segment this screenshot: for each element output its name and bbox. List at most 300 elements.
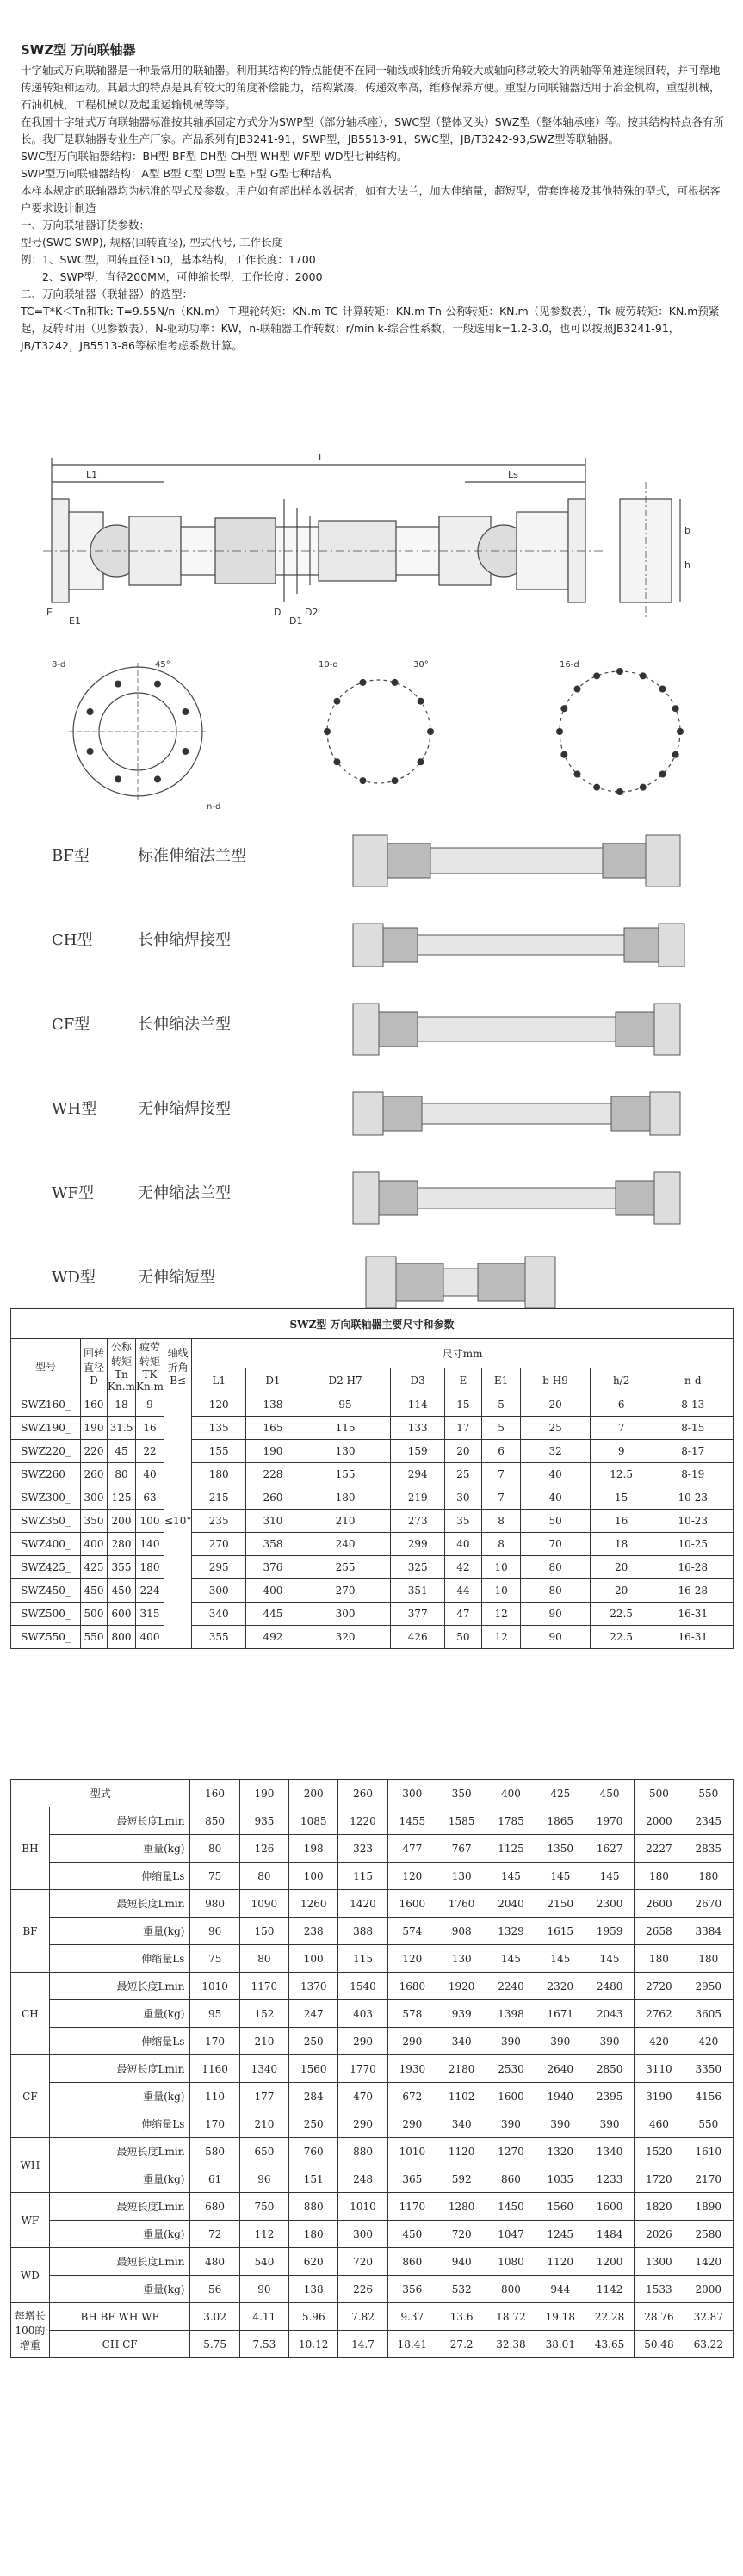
table-cell: 1340 [585,2138,634,2165]
table-row [11,2165,734,2193]
table-cell: 500 [81,1603,108,1626]
table-row [11,2276,734,2303]
table-cell: 1540 [338,1973,387,2000]
table-cell: 10.12 [289,2331,338,2358]
table-cell: 2150 [536,1890,585,1918]
bolt-hole [182,708,189,715]
table-cell: 8-15 [653,1417,733,1440]
table-cell: 95 [190,2000,239,2028]
coupling-illustration [349,1079,689,1148]
table-cell: 1320 [536,2138,585,2165]
table-cell: 80 [108,1463,136,1486]
table-cell: 2835 [684,1835,733,1863]
table-cell: 96 [239,2165,288,2193]
table-cell: 2000 [684,2276,733,2303]
table-cell: 2480 [585,1973,634,2000]
table-cell: 1959 [585,1918,634,1945]
table-cell: 365 [387,2165,437,2193]
row-label: 最短长度Lmin [49,2193,190,2221]
dim-label-h: h [684,559,690,571]
table-cell: 80 [521,1556,590,1579]
bolt-hole [333,758,340,765]
table-cell: 130 [437,1945,486,1973]
table-cell: 450 [81,1579,108,1603]
table-cell: SWZ500_ [11,1603,81,1626]
group-label: CH [11,1973,50,2055]
table-cell: 50.48 [635,2331,684,2358]
table-cell: 390 [536,2110,585,2138]
dim-label-E: E [46,607,53,618]
intro-paragraph: 二、万向联轴器（联轴器）的选型： [21,287,194,300]
col-header-type: 型式 [11,1780,190,1807]
table-cell: 1010 [338,2193,387,2221]
col-header-sub: n-d [653,1368,733,1393]
table-row [11,1417,734,1440]
table-cell: 32 [521,1440,590,1463]
table-cell: 7.82 [338,2303,387,2331]
type-code: WD型 [52,1269,96,1287]
type-code: CF型 [52,1016,90,1034]
table-cell: 18 [590,1533,653,1556]
intro-paragraph: 在我国十字轴式万向联轴器标准按其轴承固定方式分为SWP型（部分轴承座），SWC型（整体叉头）SWZ型（整体轴承座）等。按其结构特点各有所长。我厂是联轴器专业生产厂家。产品系列有JB3241-91，SWP型，JB5513-91，SWC型，JB/T3242-93,SWZ型等联轴器。 [21,115,724,145]
table-cell: 61 [190,2165,239,2193]
table-cell: 7 [481,1486,521,1510]
table-cell: 388 [338,1918,387,1945]
table-cell: 400 [136,1626,164,1649]
bolt-hole [392,777,399,784]
table-cell: 390 [585,2110,634,2138]
table-cell: 592 [437,2165,486,2193]
table-cell: 340 [192,1603,246,1626]
intro-paragraph: SWP型万向联轴器结构：A型 B型 C型 D型 E型 F型 G型七种结构 [21,167,332,180]
table-cell: 112 [239,2221,288,2248]
bolt-hole [640,672,647,679]
row-label: 重量(kg) [49,2221,190,2248]
col-header-size: 尺寸mm [192,1339,734,1368]
col-header-D: 回转直径D [81,1339,108,1393]
table-cell: 880 [338,2138,387,2165]
table-cell: 351 [391,1579,445,1603]
table-cell: 18.72 [486,2303,536,2331]
table-cell: 1890 [684,2193,733,2221]
table-cell: 16 [590,1510,653,1533]
table-cell: 165 [246,1417,300,1440]
angle-label-30: 30° [413,660,429,670]
table-cell: 22.28 [585,2303,634,2331]
angle-label-45: 45° [155,660,170,670]
intro-paragraph: TC=T*K＜Tn和Tk: T=9.55N/n（KN.m） T-理轮转矩：KN.m TC-计算转矩：KN.m Tn-公称转矩：KN.m（见参数表），Tk-疲劳转矩：KN.m预紧起，反转时用（见参数表），N-驱动功率：KW，n-联轴器工作转数：r/min k-综合性系数，一般选用k=1.2-3.0，也可以按照JB3241-91，JB/T3242，JB5513-86等标准考虑系数计算。 [21,305,720,352]
type-row [0,1164,743,1248]
table-cell: 90 [521,1626,590,1649]
col-header-size: 425 [536,1780,585,1807]
table-cell: 760 [289,2138,338,2165]
intro-paragraph: 十字轴式万向联轴器是一种最常用的联轴器。利用其结构的特点能使不在同一轴线或轴线折角较大或轴向移动较大的两轴等角速连续回转，并可靠地传递转矩和运动。其最大的特点是具有较大的角度补偿能力，结构紧凑，传递效率高，维修保养方便。重型万向联轴器适用于冶金机构，重型机械，石油机械，工程机械以及起重运输机械等等。 [21,64,721,111]
table-cell: 450 [108,1579,136,1603]
dim-label-E1: E1 [69,615,81,627]
table-cell: 180 [192,1463,246,1486]
table-cell: 152 [239,2000,288,2028]
table-row [11,2110,734,2138]
table-cell: 450 [387,2221,437,2248]
table-cell: 90 [239,2276,288,2303]
table-cell: 3605 [684,2000,733,2028]
table-cell: 1820 [635,2193,684,2221]
table-cell: 100 [289,1945,338,1973]
table-cell: 290 [338,2110,387,2138]
table-cell: 2300 [585,1890,634,1918]
table-cell: 2395 [585,2083,634,2110]
table-cell: 1671 [536,2000,585,2028]
table-cell: 390 [486,2028,536,2055]
table-cell: 1920 [437,1973,486,2000]
intro-paragraph: 例：1、SWC型，回转直径150，基本结构，工作长度：1700 [21,253,316,266]
bolt-hole [418,758,424,765]
table-cell: 1533 [635,2276,684,2303]
table-cell: 45 [108,1440,136,1463]
table-cell: 1970 [585,1807,634,1835]
type-description: 无伸缩焊接型 [138,1100,231,1118]
table-cell: 145 [536,1863,585,1890]
table-cell: 850 [190,1807,239,1835]
table-row [11,1626,734,1649]
bolt-hole [672,705,679,712]
table-cell: 3.02 [190,2303,239,2331]
table-cell: 40 [521,1486,590,1510]
table-cell: 980 [190,1890,239,1918]
table-cell: 860 [486,2165,536,2193]
table-cell: 299 [391,1533,445,1556]
table-cell: 75 [190,1945,239,1973]
table-cell: 63 [136,1486,164,1510]
table-cell: 133 [391,1417,445,1440]
bolt-hole [659,686,666,693]
bolt-hole [359,777,366,784]
table-cell: 1370 [289,1973,338,2000]
table-cell: 3190 [635,2083,684,2110]
table-cell: 340 [437,2110,486,2138]
col-header-size: 450 [585,1780,634,1807]
col-header-size: 400 [486,1780,536,1807]
table-cell: SWZ550_ [11,1626,81,1649]
table-cell: 1484 [585,2221,634,2248]
table-cell: 250 [289,2110,338,2138]
row-label: 重量(kg) [49,1918,190,1945]
length-weight-table [10,1779,734,2358]
bolt-hole [87,708,94,715]
bolt-hole [574,686,581,693]
table-row [11,2055,734,2083]
table-cell: 240 [300,1533,390,1556]
table-cell: 1090 [239,1890,288,1918]
table-cell: 115 [338,1863,387,1890]
table-cell: 18.41 [387,2331,437,2358]
table-cell: 180 [136,1556,164,1579]
table-cell: 1450 [486,2193,536,2221]
table-row [11,1973,734,2000]
table-cell: 5 [481,1393,521,1417]
row-label: 最短长度Lmin [49,2055,190,2083]
table-cell: 1940 [536,2083,585,2110]
row-label: 重量(kg) [49,2000,190,2028]
table-cell: 2670 [684,1890,733,1918]
table-cell: 1398 [486,2000,536,2028]
table-cell: 323 [338,1835,387,1863]
row-label: 伸缩量Ls [49,2028,190,2055]
table-cell: 80 [521,1579,590,1603]
table-cell: 210 [239,2110,288,2138]
table-cell: 425 [81,1556,108,1579]
table-cell: 260 [246,1486,300,1510]
table-cell: 2000 [635,1807,684,1835]
table-cell: 16 [136,1417,164,1440]
table-cell: 145 [585,1945,634,1973]
row-label: CH CF [49,2331,190,2358]
bolt-hole [154,681,161,688]
table-cell: 5 [481,1417,521,1440]
table-cell: 10 [481,1579,521,1603]
col-header-model: 型号 [11,1339,81,1393]
table-cell: 95 [300,1393,390,1417]
col-header-sub: L1 [192,1368,246,1393]
table-cell: 1350 [536,1835,585,1863]
table-cell: 228 [246,1463,300,1486]
table-cell: 1010 [387,2138,437,2165]
type-row [0,911,743,995]
table-cell: 125 [108,1486,136,1510]
table-cell: 4156 [684,2083,733,2110]
intro-paragraph: 本样本规定的联轴器均为标准的型式及参数。用户如有超出样本数据者，如有大法兰，加大伸缩量，超短型，带套连接及其他特殊的型式，可根据客户要求设计制造 [21,184,721,214]
col-header-size: 300 [387,1780,437,1807]
table-caption: SWZ型 万向联轴器主要尺寸和参数 [11,1309,734,1339]
bolt-hole [677,728,684,735]
type-description: 长伸缩焊接型 [138,931,231,949]
table-cell: 284 [289,2083,338,2110]
table-cell: 238 [289,1918,338,1945]
table-cell: 294 [391,1463,445,1486]
table-cell: 15 [445,1393,482,1417]
table-cell: 20 [521,1393,590,1417]
table-cell: 1085 [289,1807,338,1835]
table-cell: 250 [289,2028,338,2055]
table-cell: 80 [190,1835,239,1863]
table-cell: 1585 [437,1807,486,1835]
table-cell: 532 [437,2276,486,2303]
coupling-illustration [349,995,689,1064]
table-cell: 2762 [635,2000,684,2028]
table-row [11,1890,734,1918]
table-cell: 20 [590,1579,653,1603]
table-cell: 180 [635,1863,684,1890]
table-cell: 8-17 [653,1440,733,1463]
table-cell: 40 [136,1463,164,1486]
table-row [11,2221,734,2248]
bolt-hole [115,775,121,782]
table-cell: 940 [437,2248,486,2276]
table-cell: 2320 [536,1973,585,2000]
table-cell: 12 [481,1603,521,1626]
table-row [11,1863,734,1890]
row-label: 最短长度Lmin [49,2138,190,2165]
table-cell: 355 [192,1626,246,1649]
holes-label-10d: 10-d [319,660,338,670]
table-cell: 180 [289,2221,338,2248]
dim-label-Ls: Ls [508,469,518,480]
bolt-hole [556,728,563,735]
intro-paragraph: 型号(SWC SWP), 规格(回转直径), 型式代号, 工作长度 [21,236,283,249]
table-cell: 220 [81,1440,108,1463]
table-cell: 2850 [585,2055,634,2083]
table-cell: 3350 [684,2055,733,2083]
row-label: 最短长度Lmin [49,1973,190,2000]
table-cell: 7 [481,1463,521,1486]
table-cell: 8-19 [653,1463,733,1486]
bolt-hole [640,784,647,791]
table-cell: 935 [239,1807,288,1835]
table-row [11,2248,734,2276]
table-cell: 1785 [486,1807,536,1835]
table-cell: 1120 [536,2248,585,2276]
table-row [11,2083,734,2110]
holes-label-nd: n-d [207,802,221,812]
table-cell: 100 [289,1863,338,1890]
type-list [0,826,743,1332]
group-label: WF [11,2193,50,2248]
table-cell: 180 [300,1486,390,1510]
table-cell: 100 [136,1510,164,1533]
table-cell: 4.11 [239,2303,288,2331]
group-label: BH [11,1807,50,1890]
col-header-Tk: 疲劳转矩TK Kn.m [136,1339,164,1393]
table-cell: 16-28 [653,1556,733,1579]
bolt-hole [672,751,679,758]
table-cell: 130 [437,1863,486,1890]
type-code: WF型 [52,1184,94,1202]
row-label: 伸缩量Ls [49,1863,190,1890]
table-cell: 20 [590,1556,653,1579]
table-cell: 2040 [486,1890,536,1918]
table-cell: 390 [585,2028,634,2055]
table-cell: 2180 [437,2055,486,2083]
table-cell: 1930 [387,2055,437,2083]
table-cell: 2170 [684,2165,733,2193]
table-row [11,1463,734,1486]
table-cell: 25 [521,1417,590,1440]
type-description: 标准伸缩法兰型 [138,847,246,865]
intro-paragraph: 2、SWP型，直径200MM，可伸缩长型，工作长度：2000 [21,270,323,283]
row-label: BH BF WH WF [49,2303,190,2331]
table-cell: 1220 [338,1807,387,1835]
table-cell: 3384 [684,1918,733,1945]
col-header-size: 550 [684,1780,733,1807]
table-cell: 290 [387,2110,437,2138]
bolt-hole [392,679,399,686]
table-cell: 27.2 [437,2331,486,2358]
table-cell: 2580 [684,2221,733,2248]
coupling-illustration [349,1164,689,1232]
row-label: 最短长度Lmin [49,1807,190,1835]
dim-label-L: L [319,452,325,463]
table-cell: 1600 [387,1890,437,1918]
table-cell: 860 [387,2248,437,2276]
table-cell: 56 [190,2276,239,2303]
table-cell: 320 [300,1626,390,1649]
table-row [11,1510,734,1533]
intro-section [21,41,727,355]
coupling-illustration [349,1248,689,1317]
table-cell: 22.5 [590,1626,653,1649]
table-cell: 1270 [486,2138,536,2165]
row-label: 最短长度Lmin [49,1890,190,1918]
bolt-hole [560,751,567,758]
table-cell: 1600 [585,2193,634,2221]
table-cell: 47 [445,1603,482,1626]
table-cell: 1245 [536,2221,585,2248]
table-cell: 350 [81,1510,108,1533]
table-cell: 620 [289,2248,338,2276]
table-cell: 80 [239,1863,288,1890]
table-cell: 247 [289,2000,338,2028]
table-cell: 1615 [536,1918,585,1945]
holes-label-8d: 8-d [52,660,66,670]
table-cell: 10 [481,1556,521,1579]
table-cell: 1420 [684,2248,733,2276]
table-cell: 300 [192,1579,246,1603]
table-cell: 115 [338,1945,387,1973]
table-cell: 135 [192,1417,246,1440]
table-cell: 150 [239,1918,288,1945]
table-row [11,1393,734,1417]
table-cell: 9 [590,1440,653,1463]
bolt-hole [427,728,434,735]
table-cell: 420 [635,2028,684,2055]
table-cell: 1420 [338,1890,387,1918]
table-row [11,1579,734,1603]
table-cell: 944 [536,2276,585,2303]
table-cell: 22.5 [590,1603,653,1626]
table-cell: 403 [338,2000,387,2028]
table-cell: 28.76 [635,2303,684,2331]
dim-label-L1: L1 [86,469,98,480]
table-cell: 2240 [486,1973,536,2000]
dim-label-D: D [274,607,282,618]
table-cell: SWZ300_ [11,1486,81,1510]
col-header-size: 350 [437,1780,486,1807]
table-cell: 300 [338,2221,387,2248]
type-description: 无伸缩短型 [138,1269,215,1287]
table-cell: 8-13 [653,1393,733,1417]
row-label: 伸缩量Ls [49,1945,190,1973]
table-cell: 155 [192,1440,246,1463]
table-cell: 550 [81,1626,108,1649]
group-label: WH [11,2138,50,2193]
table-cell: SWZ350_ [11,1510,81,1533]
table-cell: 151 [289,2165,338,2193]
table-cell: 10-25 [653,1533,733,1556]
table-cell: 6 [590,1393,653,1417]
table-cell: 72 [190,2221,239,2248]
dimensions-table [10,1308,734,1649]
table-cell: 426 [391,1626,445,1649]
col-header-sub: E1 [481,1368,521,1393]
table-row [11,2000,734,2028]
table-cell: 40 [445,1533,482,1556]
row-label: 伸缩量Ls [49,2110,190,2138]
col-header-size: 190 [239,1780,288,1807]
table-cell: 1142 [585,2276,634,2303]
table-cell: 750 [239,2193,288,2221]
table-row [11,2303,734,2331]
table-cell: 720 [338,2248,387,2276]
